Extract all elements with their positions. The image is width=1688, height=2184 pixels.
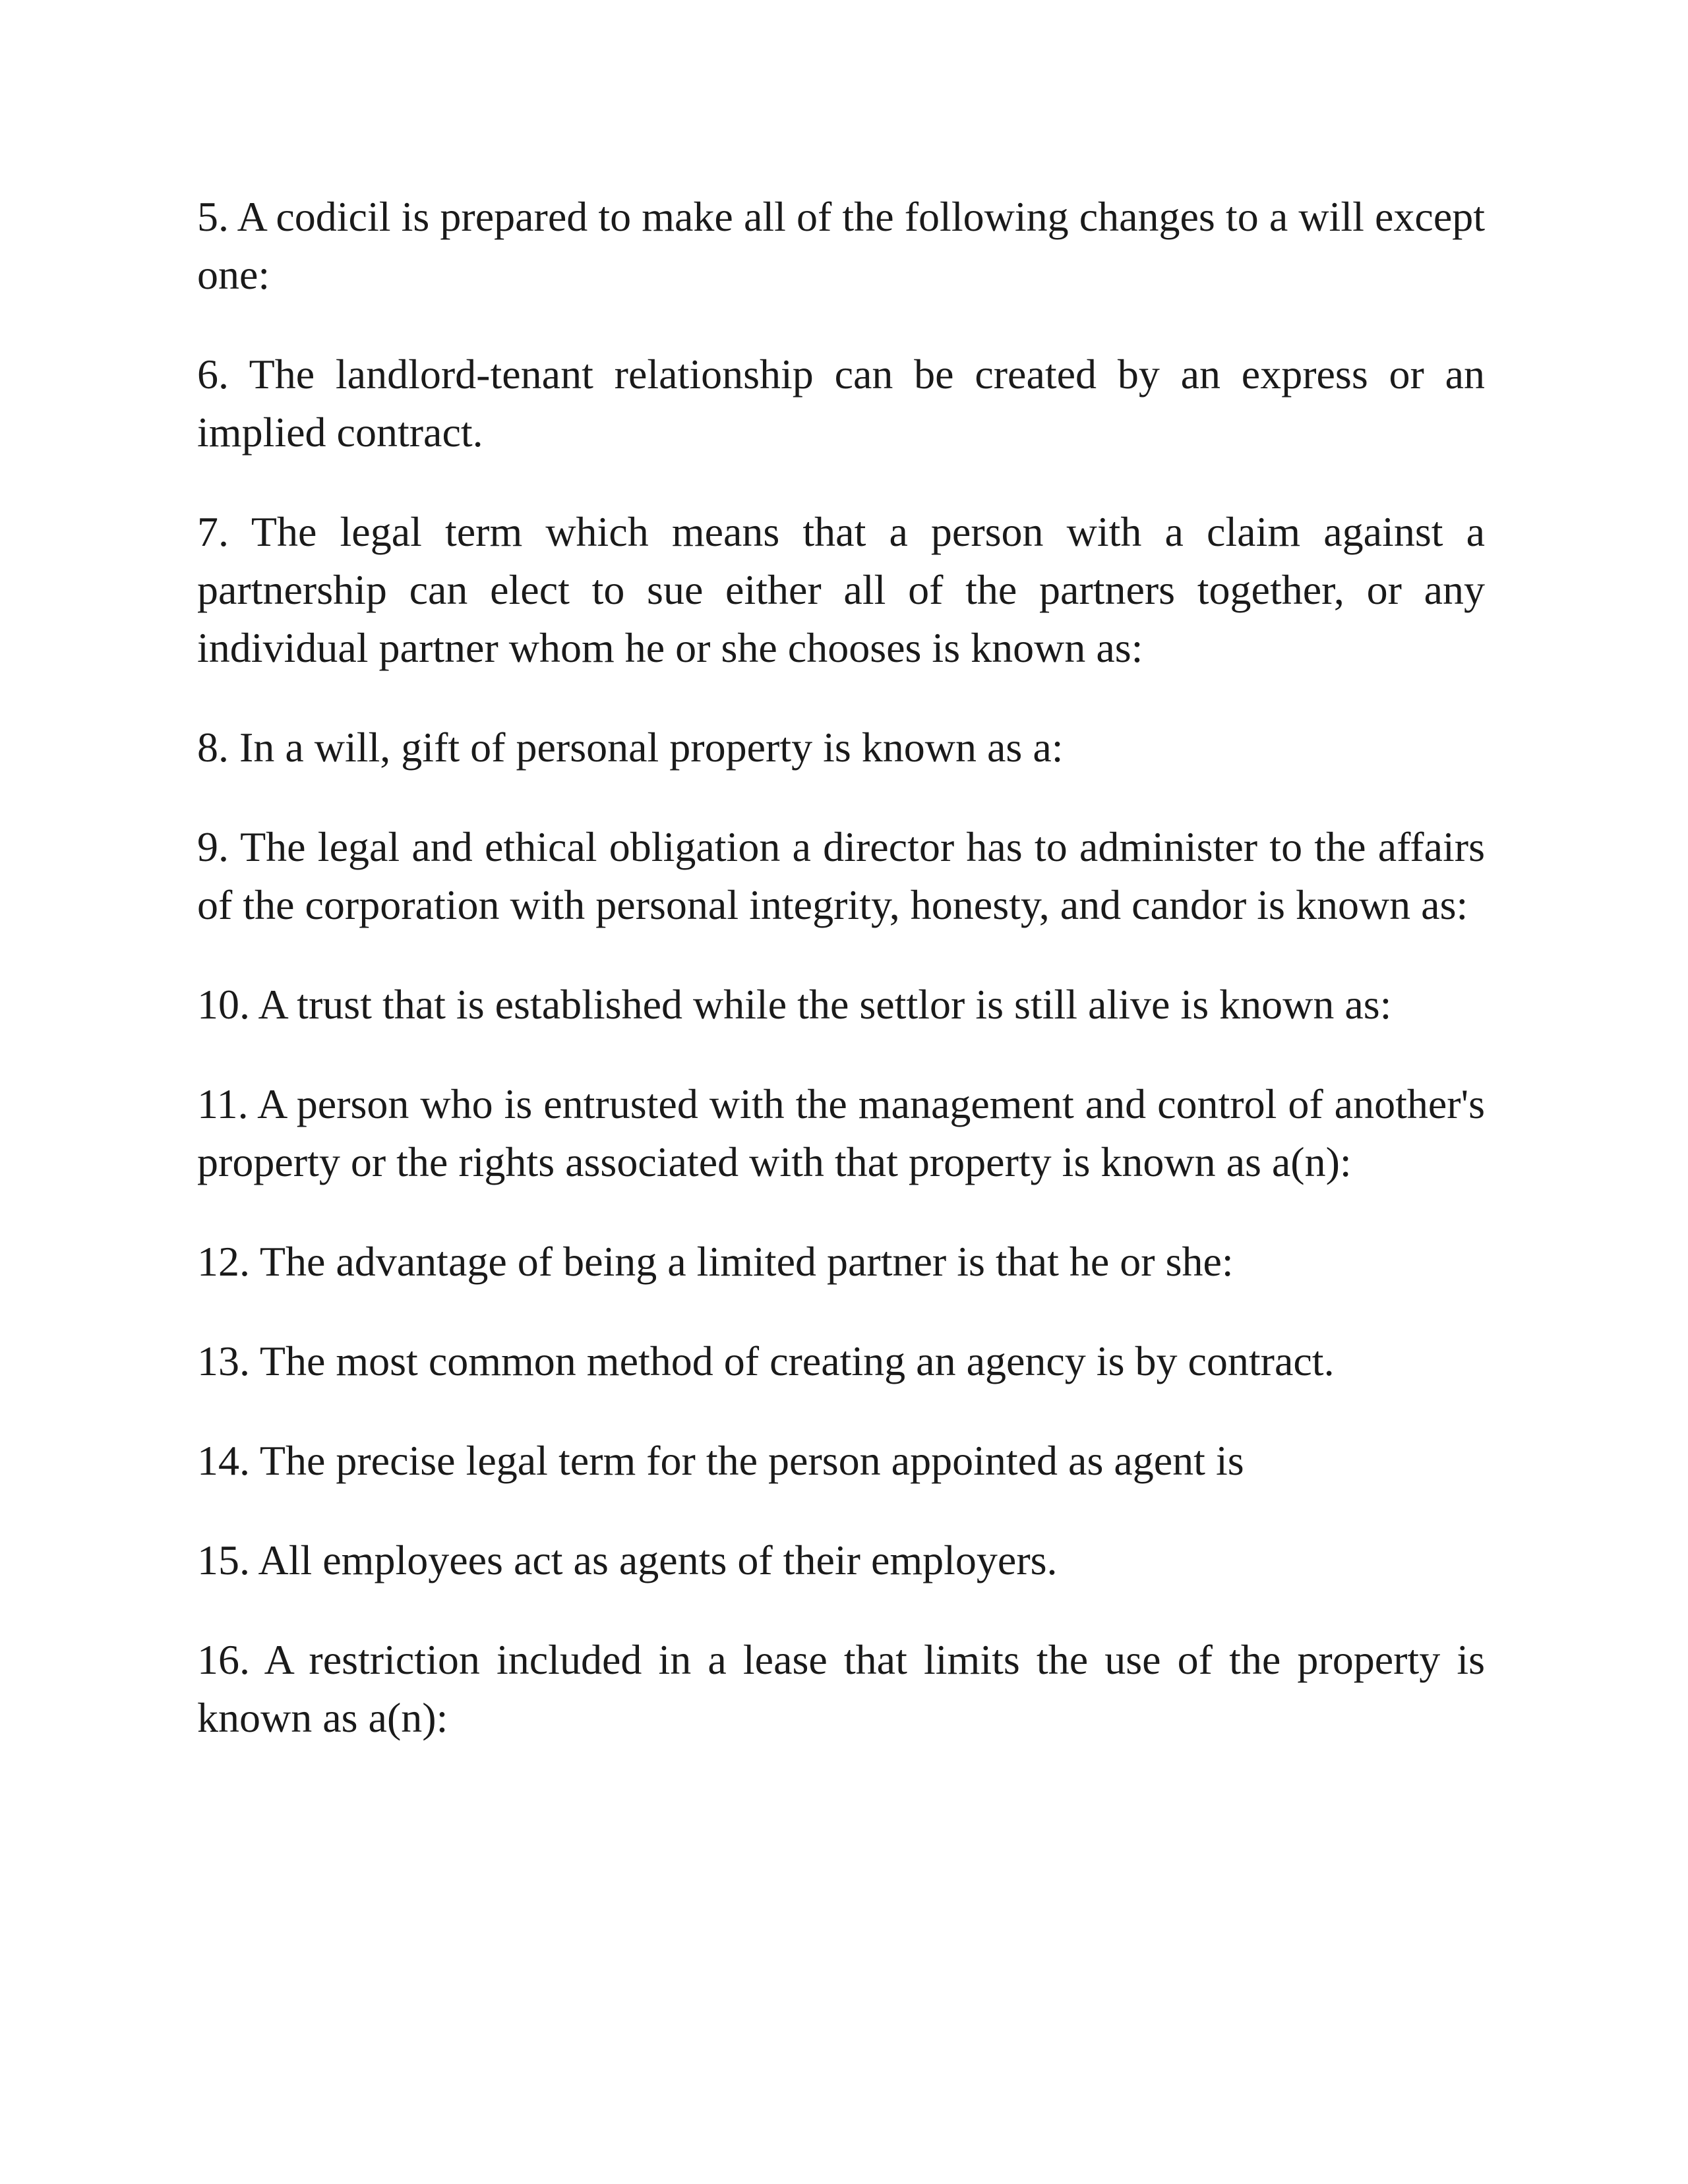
question-6: 6. The landlord-tenant relationship can be created by an express or an implied contract. <box>197 351 1485 456</box>
question-10: 10. A trust that is established while the settlor is still alive is known as: <box>197 981 1392 1028</box>
question-16: 16. A restriction included in a lease that limits the use of the property is known as a(n): <box>197 1636 1485 1741</box>
question-11: 11. A person who is entrusted with the management and control of another's property or the rights associated with that property is known as a(n): <box>197 1080 1485 1185</box>
question-8: 8. In a will, gift of personal property is known as a: <box>197 724 1064 771</box>
question-15: 15. All employees act as agents of their employers. <box>197 1537 1058 1583</box>
question-9: 9. The legal and ethical obligation a director has to administer to the affairs of the corporation with personal integrity, honesty, and candor is known as: <box>197 823 1485 928</box>
question-13: 13. The most common method of creating an agency is by contract. <box>197 1338 1335 1384</box>
question-14: 14. The precise legal term for the person appointed as agent is <box>197 1437 1244 1484</box>
question-5: 5. A codicil is prepared to make all of the following changes to a will except one: <box>197 193 1485 298</box>
question-7: 7. The legal term which means that a person with a claim against a partnership can elect to sue either all of the partners together, or any individual partner whom he or she chooses is known as: <box>197 508 1485 671</box>
question-12: 12. The advantage of being a limited partner is that he or she: <box>197 1238 1234 1285</box>
question-list <box>197 188 1485 1788</box>
